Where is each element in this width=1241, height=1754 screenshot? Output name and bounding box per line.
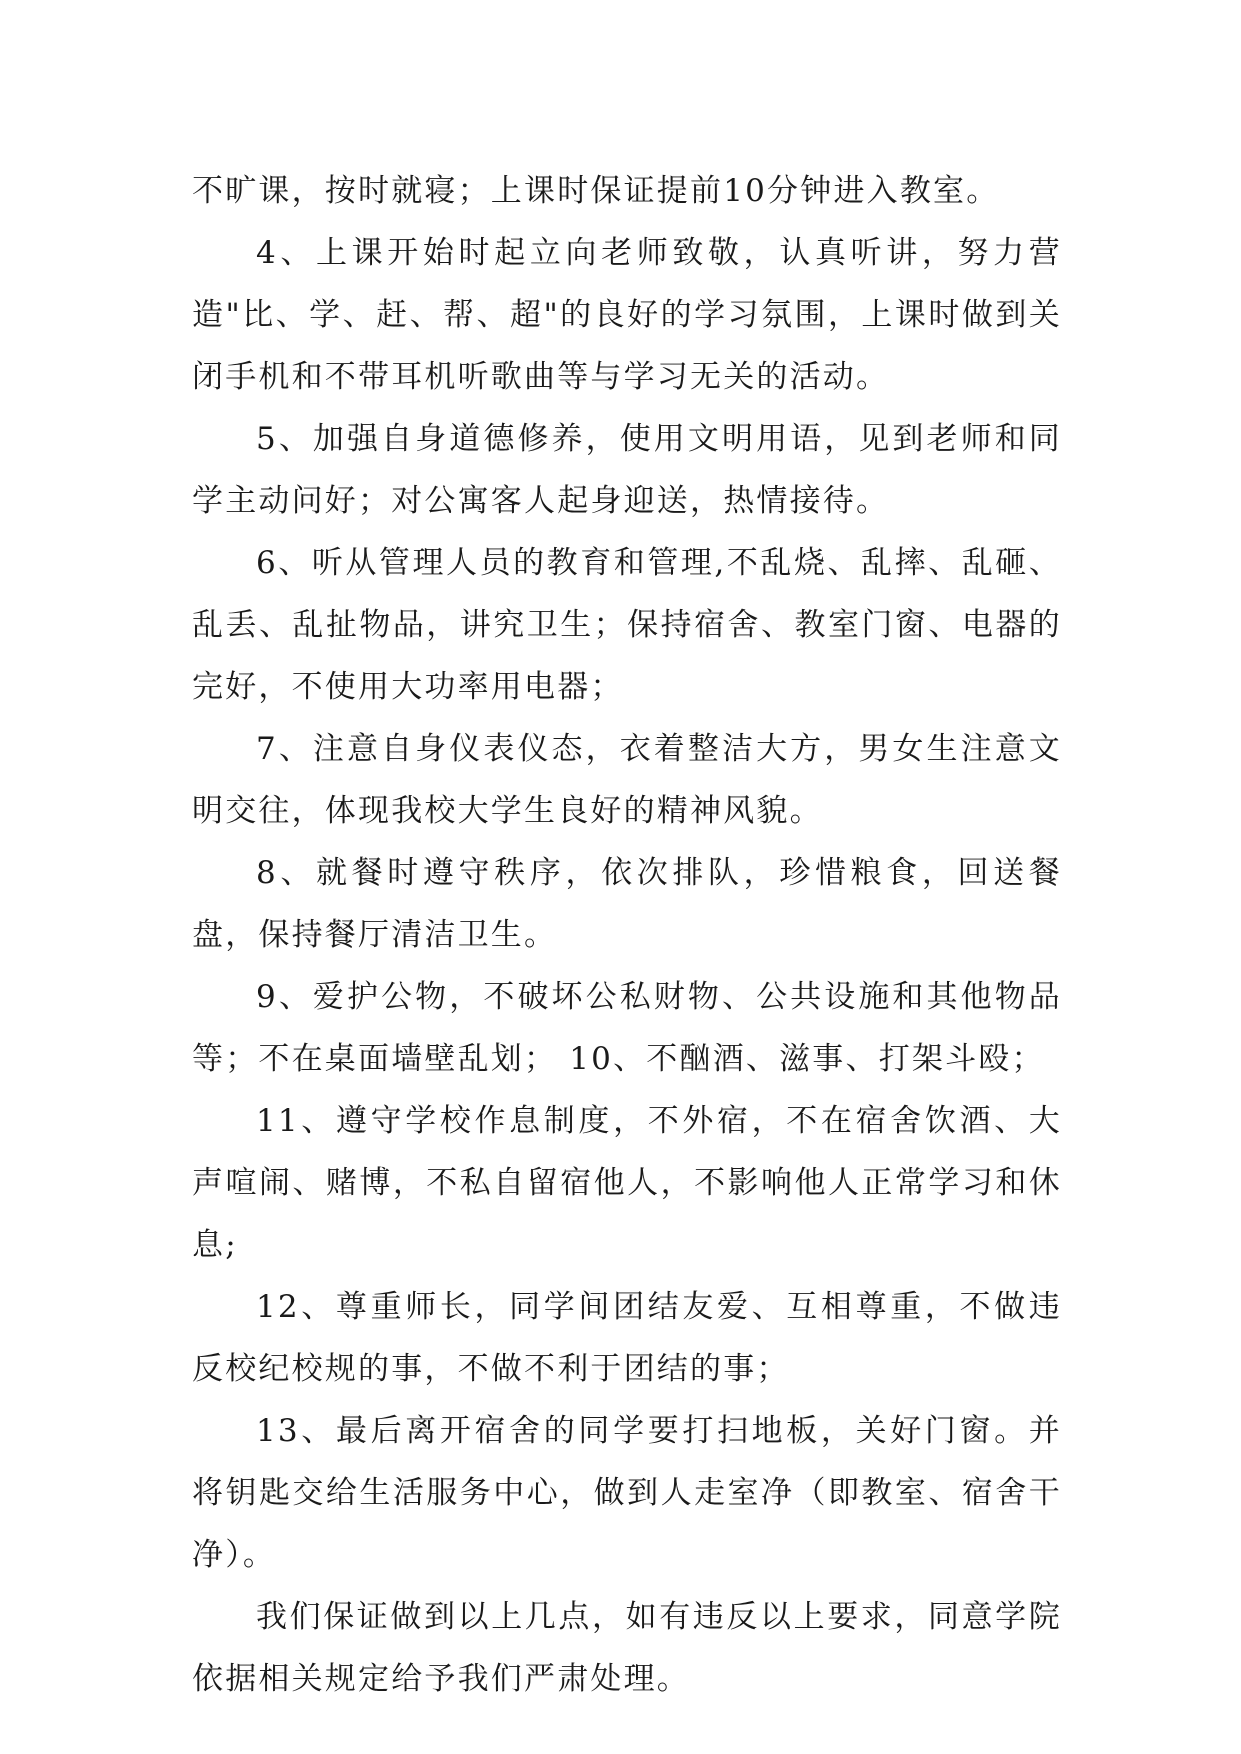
paragraph-item-12: 12、尊重师长，同学间团结友爱、互相尊重，不做违反校纪校规的事，不做不利于团结的事； xyxy=(192,1289,1062,1387)
paragraph-item-5: 5、加强自身道德修养，使用文明用语，见到老师和同学主动问好；对公寓客人起身迎送，热情接待。 xyxy=(192,421,1062,519)
paragraph-item-6: 6、听从管理人员的教育和管理,不乱烧、乱摔、乱砸、乱丢、乱扯物品，讲究卫生；保持宿舍、教室门窗、电器的完好，不使用大功率用电器； xyxy=(192,545,1062,705)
paragraph-continuation: 不旷课，按时就寝；上课时保证提前10分钟进入教室。 xyxy=(192,173,1000,209)
paragraph-item-11: 11、遵守学校作息制度，不外宿，不在宿舍饮酒、大声喧闹、赌博，不私自留宿他人，不影响他人正常学习和休息; xyxy=(192,1103,1062,1263)
paragraph-item-4: 4、上课开始时起立向老师致敬，认真听讲，努力营造"比、学、赶、帮、超"的良好的学习氛围，上课时做到关闭手机和不带耳机听歌曲等与学习无关的活动。 xyxy=(192,235,1062,395)
paragraph-pledge: 我们保证做到以上几点，如有违反以上要求，同意学院依据相关规定给予我们严肃处理。 xyxy=(192,1599,1062,1697)
paragraph-item-13: 13、最后离开宿舍的同学要打扫地板，关好门窗。并将钥匙交给生活服务中心，做到人走室净（即教室、宿舍干净）。 xyxy=(192,1413,1062,1573)
document-body xyxy=(192,160,1062,1710)
paragraph-item-8: 8、就餐时遵守秩序，依次排队，珍惜粮食，回送餐盘，保持餐厅清洁卫生。 xyxy=(192,855,1062,953)
paragraph-item-9-10: 9、爱护公物，不破坏公私财物、公共设施和其他物品等；不在桌面墙壁乱划； 10、不酗酒、滋事、打架斗殴； xyxy=(192,979,1062,1077)
paragraph-item-7: 7、注意自身仪表仪态，衣着整洁大方，男女生注意文明交往，体现我校大学生良好的精神风貌。 xyxy=(192,731,1062,829)
